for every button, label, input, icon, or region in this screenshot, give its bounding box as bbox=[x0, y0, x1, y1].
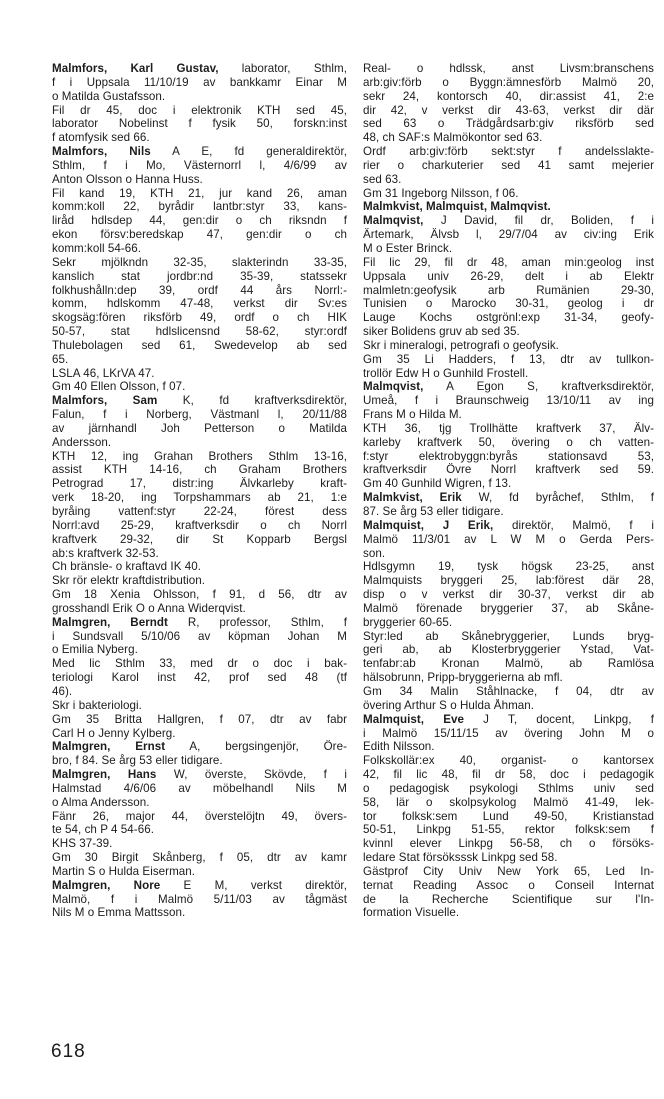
text-line bbox=[363, 408, 654, 422]
text-line bbox=[363, 422, 654, 436]
entry-text: o Alma Andersson. bbox=[52, 795, 150, 809]
text-line bbox=[363, 131, 654, 145]
text-line bbox=[52, 713, 347, 727]
text-line bbox=[52, 906, 347, 920]
text-line bbox=[52, 519, 347, 533]
text-line bbox=[363, 145, 654, 159]
text-line bbox=[363, 574, 654, 588]
entry-text: f:styr elektrobyggn:byrås stationsavd 53, bbox=[363, 449, 654, 463]
entry-text: sekr 24, kontorsch 40, dir:assist 41, 2:e bbox=[363, 89, 654, 103]
entry-text: tor folksk:sem Lund 49-50, Kristianstad bbox=[363, 809, 654, 823]
entry-text: Uppsala univ 26-29, delt i ab Elektr bbox=[363, 269, 654, 283]
entry-text: 46). bbox=[52, 684, 73, 698]
entry-text: laborator Nobelinst f fysik 50, forskn:inst bbox=[52, 117, 347, 131]
entry-name: Malmqvist, bbox=[363, 214, 424, 228]
entry-text: kanslich stat jordbr:nd 35-39, statssekr bbox=[52, 269, 347, 283]
text-line bbox=[363, 560, 654, 574]
text-line bbox=[52, 104, 347, 118]
entry-text: A E, fd generaldirektör, bbox=[150, 145, 347, 159]
text-line bbox=[52, 754, 347, 768]
entry-text: o Emilia Nyberg. bbox=[52, 643, 138, 657]
text-line bbox=[363, 90, 654, 104]
text-line bbox=[52, 422, 347, 436]
text-line bbox=[52, 436, 347, 450]
entry-text: Falun, f i Norberg, Västmanl l, 20/11/88 bbox=[52, 408, 347, 422]
entry-text: Norrl:avd 25-29, kraftverksdir o ch Norrl bbox=[52, 518, 347, 532]
entry-text: trollör Edw H o Gunhild Frostell. bbox=[363, 366, 529, 380]
text-line bbox=[52, 574, 347, 588]
text-line bbox=[363, 173, 654, 187]
entry-text: sed 63. bbox=[363, 172, 402, 186]
entry-name: Malmqvist, bbox=[363, 380, 424, 394]
text-line bbox=[52, 463, 347, 477]
text-line bbox=[363, 367, 654, 381]
entry-text: f atomfysik sed 66. bbox=[52, 131, 150, 145]
text-line bbox=[52, 408, 347, 422]
text-line bbox=[52, 256, 347, 270]
entry-text: 58, lär o skolpsykolog Malmö 41-49, lek- bbox=[363, 795, 654, 809]
text-line bbox=[52, 893, 347, 907]
entry-text: Fänr 26, major 44, överstelöjtn 49, övers- bbox=[52, 809, 347, 823]
text-line bbox=[363, 505, 654, 519]
entry-name: Malmgren, Hans bbox=[52, 768, 157, 782]
text-line bbox=[363, 76, 654, 90]
entry-text: liråd hdlsdep 44, gen:dir o ch riksndn f bbox=[52, 214, 347, 228]
entry-name: Malmgren, Nore bbox=[52, 878, 161, 892]
entry-text: Gm 30 Birgit Skånberg, f 05, dtr av kamr bbox=[52, 851, 347, 865]
entry-text: Gm 18 Xenia Ohlsson, f 91, d 56, dtr av bbox=[52, 588, 347, 602]
entry-text: Fil lic 29, fil dr 48, aman min:geolog inst bbox=[363, 255, 654, 269]
entry-text: tenfabr:ab Kronan Malmö, ab Ramlösa bbox=[363, 657, 654, 671]
text-line bbox=[363, 187, 654, 201]
entry-text: byråing vattenf:styr 22-24, förest dess bbox=[52, 505, 347, 518]
text-line bbox=[363, 284, 654, 298]
text-line bbox=[52, 187, 347, 201]
entry-text: Skr i mineralogi, petrografi o geofysik. bbox=[363, 338, 559, 352]
text-line bbox=[52, 505, 347, 519]
entry-text: övering Arthur S o Hulda Åhman. bbox=[363, 698, 535, 712]
text-line bbox=[363, 740, 654, 754]
entry-text: Umeå, f i Braunschweig 13/10/11 av ing bbox=[363, 394, 654, 408]
entry-text: formation Visuelle. bbox=[363, 906, 460, 920]
text-line bbox=[52, 879, 347, 893]
entry-name: Malmfors, Sam bbox=[52, 394, 158, 408]
entry-text: teriologi Karol inst 42, prof sed 48 (tf bbox=[52, 671, 347, 685]
entry-text: M o Ester Brinck. bbox=[363, 241, 453, 255]
entry-text: komm, hdlskomm 47-48, verkst dir Sv:es bbox=[52, 297, 347, 311]
entry-text: W, överste, Skövde, f i bbox=[156, 768, 347, 782]
entry-text: Folkskollär:ex 40, organist- o kantorsex bbox=[363, 754, 654, 768]
entry-text: Malmö, f i Malmö 5/11/03 av tågmäst bbox=[52, 892, 347, 906]
entry-text: siker Bolidens gruv ab sed 35. bbox=[363, 325, 520, 339]
text-line bbox=[363, 823, 654, 837]
entry-text: KTH 36, tjg Trollhätte kraftverk 37, Älv- bbox=[363, 421, 654, 435]
text-line bbox=[363, 616, 654, 630]
entry-text: Halmstad 4/6/06 av möbelhandl Nils M bbox=[52, 781, 347, 795]
text-line bbox=[363, 657, 654, 671]
text-line bbox=[363, 353, 654, 367]
entry-text: i Malmö 15/11/15 av övering John M o bbox=[363, 726, 654, 740]
entry-name: Malmquist, Eve bbox=[363, 712, 464, 726]
entry-text: o pedagogisk psykologi Sthlms univ sed bbox=[363, 781, 654, 795]
entry-name: Malmkvist, Malmquist, Malmqvist. bbox=[363, 200, 551, 214]
text-line bbox=[52, 117, 347, 131]
text-line bbox=[52, 173, 347, 187]
text-line bbox=[363, 713, 654, 727]
text-line bbox=[52, 796, 347, 810]
text-line bbox=[52, 62, 347, 76]
entry-name: Malmquist, J Erik, bbox=[363, 518, 494, 532]
entry-text: hälsobrunn, Pripp-bryggerierna ab mfl. bbox=[363, 671, 563, 685]
entry-text: son. bbox=[363, 546, 386, 560]
text-line bbox=[363, 879, 654, 893]
text-line bbox=[52, 380, 347, 394]
entry-text: Martin S o Hulda Eiserman. bbox=[52, 864, 196, 878]
entry-text: LSLA 46, LKrVA 47. bbox=[52, 366, 155, 380]
entry-text: Malmö förenade bryggerier 37, ab Skåne- bbox=[363, 601, 654, 615]
text-line bbox=[52, 865, 347, 879]
text-line bbox=[363, 117, 654, 131]
entry-text: Malmö 11/3/01 av L W M o Gerda Pers- bbox=[363, 532, 654, 546]
text-line bbox=[363, 547, 654, 561]
entry-text: kraftverk 29-32, dir St Kopparb Bergsl bbox=[52, 532, 347, 546]
entry-text: Ärtemark, Älvsb l, 29/7/04 av civ:ing Erik bbox=[363, 228, 654, 242]
entry-text: kvinnl elever Linkpg 56-58, ch o försöks- bbox=[363, 837, 654, 851]
entry-text: f i Uppsala 11/10/19 av bankkamr Einar M bbox=[52, 75, 347, 89]
text-line bbox=[363, 104, 654, 118]
entry-text: rier o charkuterier sed 41 samt mejerier bbox=[363, 158, 654, 172]
entry-text: de la Recherche Scientifique sur l'In- bbox=[363, 892, 654, 906]
entry-text: folkhushålln:dep 39, ordf 44 års Norrl:- bbox=[52, 283, 347, 297]
entry-text: Ordf arb:giv:förb sekt:styr f andelsslakte- bbox=[363, 145, 654, 159]
entry-text: Fil kand 19, KTH 21, jur kand 26, aman bbox=[52, 186, 347, 200]
text-line bbox=[52, 671, 347, 685]
text-line bbox=[363, 339, 654, 353]
entry-text: Frans M o Hilda M. bbox=[363, 408, 462, 422]
entry-text: 42, fil lic 48, fil dr 58, doc i pedagogik bbox=[363, 768, 654, 782]
text-line bbox=[52, 284, 347, 298]
text-line bbox=[52, 630, 347, 644]
entry-text: J T, docent, Linkpg, f bbox=[464, 712, 654, 726]
entry-text: Hdlsgymn 19, tysk högsk 23-25, anst bbox=[363, 560, 654, 574]
text-line bbox=[363, 477, 654, 491]
text-line bbox=[52, 394, 347, 408]
text-line bbox=[363, 242, 654, 256]
text-line bbox=[52, 311, 347, 325]
entry-text: Tunisien o Marocko 30-31, geolog i dr bbox=[363, 297, 654, 311]
entry-text: kraftverksdir Övre Norrl kraftverk sed 59. bbox=[363, 463, 654, 477]
entry-text: Andersson. bbox=[52, 435, 112, 449]
text-line bbox=[52, 367, 347, 381]
text-line bbox=[363, 588, 654, 602]
text-line bbox=[363, 851, 654, 865]
text-line bbox=[363, 519, 654, 533]
entry-text: bryggerier 60-65. bbox=[363, 615, 453, 629]
entry-text: Gm 40 Ellen Olsson, f 07. bbox=[52, 380, 186, 394]
entry-text: KHS 37-39. bbox=[52, 837, 113, 851]
text-line bbox=[363, 782, 654, 796]
entry-text: A, bergsingenjör, Öre- bbox=[165, 740, 347, 754]
text-line bbox=[363, 768, 654, 782]
entry-text: laborator, Sthlm, bbox=[218, 62, 347, 75]
entry-text: skogsäg:fören riksförb 49, ordf o ch HIK bbox=[52, 311, 347, 325]
entry-text: Gästprof City Univ New York 65, Led In- bbox=[363, 864, 654, 878]
entry-text: verk 18-20, ing Torpshammars ab 21, 1:e bbox=[52, 491, 347, 505]
entry-text: R, professor, Sthlm, f bbox=[167, 615, 347, 629]
text-line bbox=[363, 602, 654, 616]
text-line bbox=[52, 353, 347, 367]
text-line bbox=[52, 699, 347, 713]
text-line bbox=[52, 768, 347, 782]
entry-name: Malmkvist, Erik bbox=[363, 491, 462, 505]
entry-text: Gm 34 Malin Ståhlnacke, f 04, dtr av bbox=[363, 684, 654, 698]
text-line bbox=[363, 754, 654, 768]
entry-text: av järnhandl Joh Petterson o Matilda bbox=[52, 421, 347, 435]
entry-text: direktör, Malmö, f i bbox=[493, 518, 654, 532]
text-line bbox=[363, 256, 654, 270]
entry-text: Anton Olsson o Hanna Huss. bbox=[52, 172, 203, 186]
text-line bbox=[52, 270, 347, 284]
text-line bbox=[363, 533, 654, 547]
text-line bbox=[363, 643, 654, 657]
entry-text: komm:koll 22, byrådir lantbr:styr 33, kans- bbox=[52, 200, 347, 214]
text-line bbox=[363, 380, 654, 394]
text-line bbox=[363, 228, 654, 242]
text-line bbox=[52, 533, 347, 547]
text-line bbox=[363, 491, 654, 505]
entry-text: Carl H o Jenny Kylberg. bbox=[52, 726, 176, 740]
entry-text: te 54, ch P 4 54-66. bbox=[52, 823, 154, 837]
entry-text: ab:s kraftverk 32-53. bbox=[52, 546, 159, 560]
entry-text: W, fd byråchef, Sthlm, f bbox=[461, 491, 654, 505]
text-line bbox=[52, 837, 347, 851]
entry-text: Petrograd 17, distr:ing Älvkarleby kraft- bbox=[52, 477, 347, 491]
entry-text: Gm 35 Britta Hallgren, f 07, dtr av fabr bbox=[52, 712, 347, 726]
text-line bbox=[52, 228, 347, 242]
text-line bbox=[52, 851, 347, 865]
text-line bbox=[52, 685, 347, 699]
entry-text: Gm 35 Li Hadders, f 13, dtr av tullkon- bbox=[363, 352, 654, 366]
text-line bbox=[52, 90, 347, 104]
text-line bbox=[363, 837, 654, 851]
text-line bbox=[52, 214, 347, 228]
text-line bbox=[363, 436, 654, 450]
text-line bbox=[363, 727, 654, 741]
text-line bbox=[52, 477, 347, 491]
entry-text: ekon försv:beredskap 47, gen:dir o ch bbox=[52, 228, 347, 242]
text-line bbox=[52, 560, 347, 574]
entry-text: K, fd kraftverksdirektör, bbox=[157, 394, 347, 408]
text-line bbox=[52, 200, 347, 214]
text-line bbox=[363, 671, 654, 685]
text-line bbox=[52, 616, 347, 630]
entry-text: 48, ch SAF:s Malmökontor sed 63. bbox=[363, 131, 543, 145]
text-line bbox=[52, 491, 347, 505]
entry-text: Thulebolagen sed 61, Swedevelop ab sed bbox=[52, 338, 347, 352]
text-line bbox=[363, 394, 654, 408]
entry-name: Malmgren, Berndt bbox=[52, 615, 168, 629]
text-line bbox=[363, 62, 654, 76]
text-line bbox=[363, 450, 654, 464]
text-line bbox=[52, 339, 347, 353]
text-line bbox=[52, 131, 347, 145]
entry-text: Skr rör elektr kraftdistribution. bbox=[52, 574, 206, 588]
text-line bbox=[52, 145, 347, 159]
entry-text: E M, verkst direktör, bbox=[160, 878, 347, 892]
text-line bbox=[52, 823, 347, 837]
entry-text: geri ab, ab Klosterbryggerier Ystad, Vat- bbox=[363, 643, 654, 657]
entry-text: komm:koll 54-66. bbox=[52, 241, 142, 255]
text-line bbox=[52, 727, 347, 741]
text-line bbox=[52, 643, 347, 657]
text-line bbox=[52, 782, 347, 796]
text-line bbox=[363, 311, 654, 325]
entry-name: Malmfors, Karl Gustav, bbox=[52, 62, 219, 75]
text-line bbox=[363, 906, 654, 920]
entry-text: Lauge Kochs ostgrönl:exp 31-34, geofy- bbox=[363, 311, 654, 325]
text-line bbox=[363, 297, 654, 311]
text-line bbox=[52, 547, 347, 561]
entry-text: Edith Nilsson. bbox=[363, 740, 435, 754]
text-line bbox=[363, 463, 654, 477]
text-line bbox=[52, 602, 347, 616]
text-line bbox=[52, 325, 347, 339]
text-line bbox=[363, 630, 654, 644]
text-line bbox=[363, 325, 654, 339]
entry-text: grosshandl Erik O o Anna Widerqvist. bbox=[52, 601, 246, 615]
text-line bbox=[52, 297, 347, 311]
text-line bbox=[52, 159, 347, 173]
entry-text: malmletn:geofysik arb Rumänien 29-30, bbox=[363, 283, 654, 297]
entry-text: disp o v verkst dir 30-37, verkst dir ab bbox=[363, 588, 654, 602]
entry-text: i Sundsvall 5/10/06 av köpman Johan M bbox=[52, 629, 347, 643]
entry-text: bro, f 84. Se årg 53 eller tidigare. bbox=[52, 754, 223, 768]
text-line bbox=[363, 685, 654, 699]
text-line bbox=[363, 810, 654, 824]
entry-text: 50-57, stat hdlslicensnd 58-62, styr:ordf bbox=[52, 325, 347, 339]
text-line bbox=[363, 200, 654, 214]
right-column bbox=[363, 62, 654, 920]
entry-text: Styr:led ab Skånebryggerier, Lunds bryg- bbox=[363, 629, 654, 643]
entry-text: karleby kraftverk 50, övering o ch vatten- bbox=[363, 435, 654, 449]
text-line bbox=[52, 588, 347, 602]
entry-text: Skr i bakteriologi. bbox=[52, 698, 142, 712]
entry-text: Gm 31 Ingeborg Nilsson, f 06. bbox=[363, 186, 519, 200]
text-line bbox=[52, 810, 347, 824]
entry-text: J David, fil dr, Boliden, f i bbox=[423, 214, 654, 228]
entry-text: Gm 40 Gunhild Wigren, f 13. bbox=[363, 477, 512, 491]
text-line bbox=[52, 76, 347, 90]
entry-text: 65. bbox=[52, 352, 69, 366]
text-line bbox=[363, 865, 654, 879]
text-line bbox=[52, 450, 347, 464]
text-line bbox=[363, 796, 654, 810]
entry-text: Sthlm, f i Mo, Västernorrl l, 4/6/99 av bbox=[52, 158, 347, 172]
entry-text: Med lic Sthlm 33, med dr o doc i bak- bbox=[52, 657, 347, 671]
text-line bbox=[363, 699, 654, 713]
text-line bbox=[52, 242, 347, 256]
entry-text: arb:giv:förb o Byggn:ämnesförb Malmö 20, bbox=[363, 75, 654, 89]
page-number: 618 bbox=[51, 1041, 86, 1062]
entry-text: 87. Se årg 53 eller tidigare. bbox=[363, 505, 504, 518]
entry-name: Malmgren, Ernst bbox=[52, 740, 166, 754]
entry-text: ledare Stat försöksssk Linkpg sed 58. bbox=[363, 851, 558, 865]
text-line bbox=[363, 893, 654, 907]
entry-text: o Matilda Gustafsson. bbox=[52, 89, 166, 103]
text-line bbox=[363, 159, 654, 173]
entry-text: Sekr mjölkndn 32-35, slakterindn 33-35, bbox=[52, 255, 347, 269]
entry-text: Nils M o Emma Mattsson. bbox=[52, 906, 186, 920]
text-line bbox=[363, 214, 654, 228]
entry-name: Malmfors, Nils bbox=[52, 145, 151, 159]
entry-text: ternat Reading Assoc o Conseil Internat bbox=[363, 878, 654, 892]
entry-text: assist KTH 14-16, ch Graham Brothers bbox=[52, 463, 347, 477]
entry-text: Malmquists bryggeri 25, lab:förest där 28, bbox=[363, 574, 654, 588]
entry-text: KTH 12, ing Grahan Brothers Sthlm 13-16, bbox=[52, 449, 347, 463]
left-column bbox=[52, 62, 347, 920]
entry-text: dir 42, v verkst dir 43-63, verkst dir där bbox=[363, 103, 654, 117]
entry-text: 50-51, Linkpg 51-55, rektor folksk:sem f bbox=[363, 823, 654, 837]
text-line bbox=[363, 270, 654, 284]
entry-text: Ch bränsle- o kraftavd IK 40. bbox=[52, 560, 202, 574]
entry-text: Fil dr 45, doc i elektronik KTH sed 45, bbox=[52, 103, 347, 117]
text-line bbox=[52, 740, 347, 754]
entry-text: A Egon S, kraftverksdirektör, bbox=[423, 380, 654, 394]
entry-text: sed 63 o Trädgårdsarb:giv riksförb sed bbox=[363, 117, 654, 131]
entry-text: Real- o hdlssk, anst Livsm:branschens bbox=[363, 62, 654, 75]
text-line bbox=[52, 657, 347, 671]
